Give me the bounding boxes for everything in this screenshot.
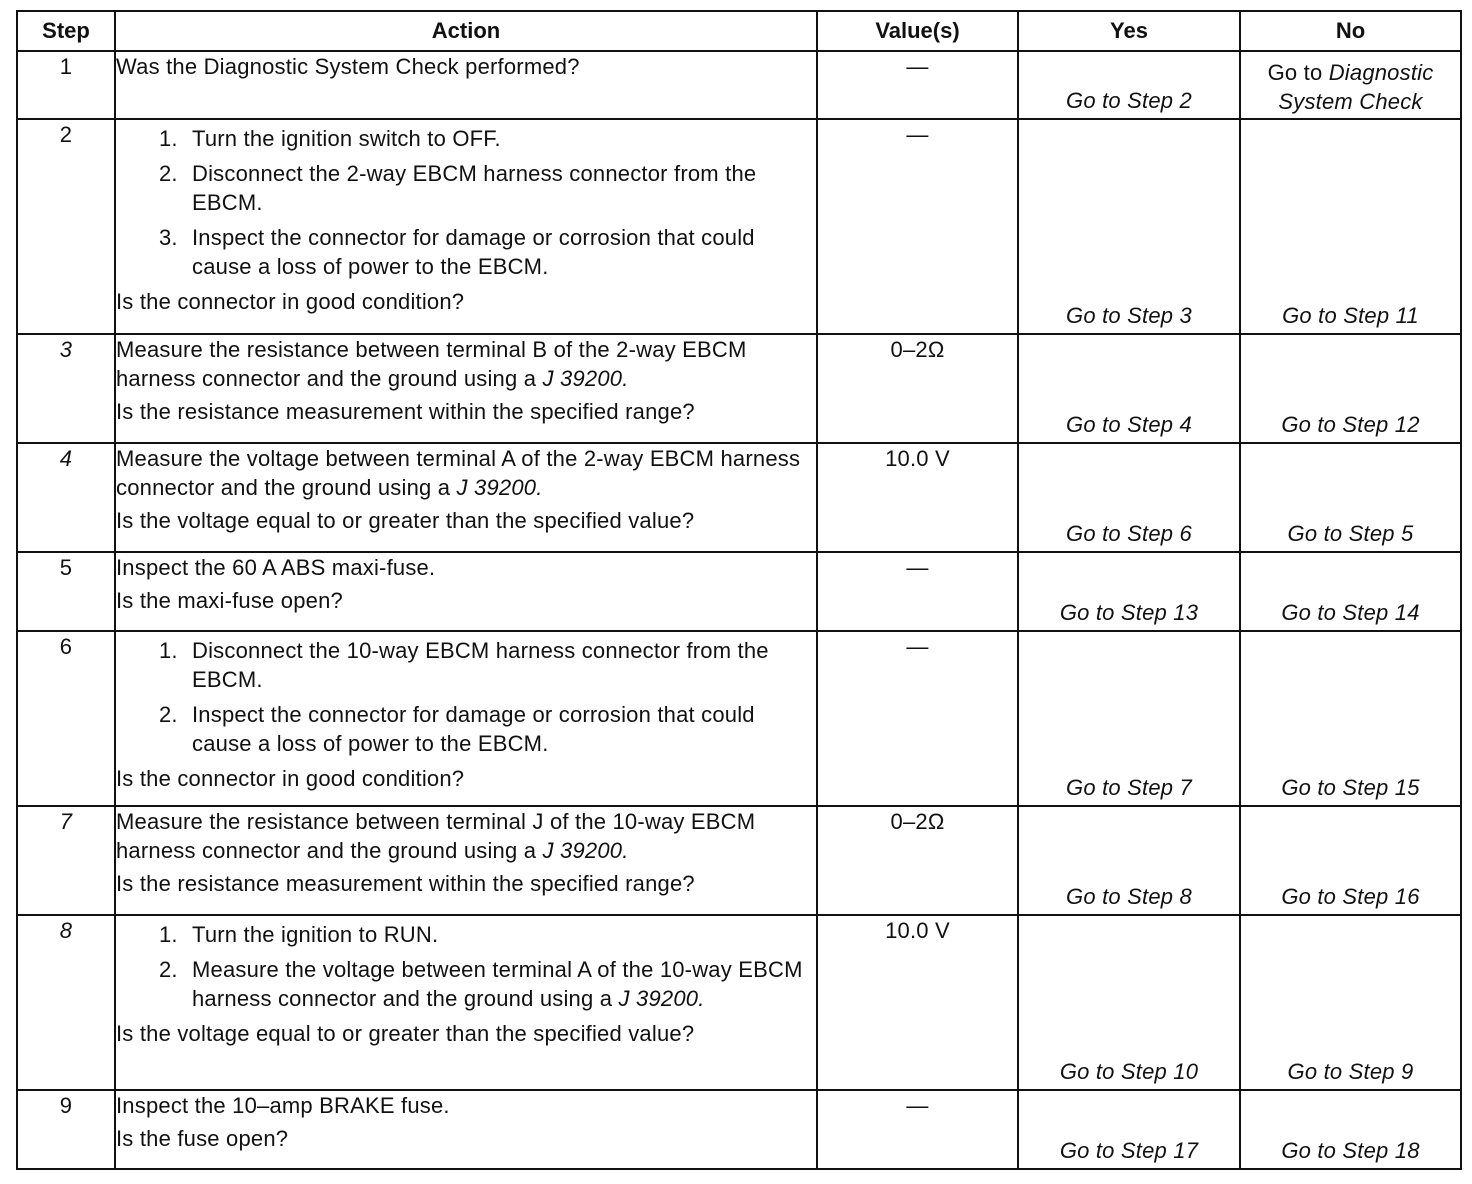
action-question: Is the voltage equal to or greater than the specified value?: [116, 508, 695, 533]
no-cell: [1240, 334, 1461, 443]
step-number: 7: [17, 806, 115, 915]
value-cell: —: [817, 1090, 1018, 1169]
yes-link[interactable]: Go to Step 3: [1066, 303, 1192, 328]
yes-cell: [1018, 631, 1240, 806]
yes-link[interactable]: Go to Step 13: [1059, 600, 1199, 625]
action-item: 1. Turn the ignition to RUN.: [184, 920, 816, 949]
action-question: Was the Diagnostic System Check performed?: [116, 54, 580, 79]
no-link[interactable]: Go to Step 18: [1281, 1138, 1420, 1163]
action-cell: [115, 806, 817, 915]
action-item: [184, 955, 816, 1013]
action-body: Measure the voltage between terminal A of the 2-way EBCM harness connector and the ground using a: [116, 446, 801, 500]
table-row: [17, 119, 1461, 334]
yes-cell: [1018, 552, 1240, 631]
yes-link[interactable]: Go to Step 8: [1066, 884, 1192, 909]
action-body: Measure the resistance between terminal J of the 10-way EBCM harness connector and the ground using a: [116, 809, 756, 863]
header-row: [17, 11, 1461, 51]
step-number: 8: [17, 915, 115, 1090]
action-text: [116, 335, 816, 393]
value-cell: —: [817, 119, 1018, 334]
step-number: 1: [17, 51, 115, 119]
header-step: Step: [17, 11, 115, 51]
no-cell: [1240, 631, 1461, 806]
value-cell: —: [817, 51, 1018, 119]
yes-cell: [1018, 1090, 1240, 1169]
action-question: Is the connector in good condition?: [116, 289, 465, 314]
table-row: [17, 51, 1461, 119]
action-question: Is the voltage equal to or greater than the specified value?: [116, 1021, 695, 1046]
step-number: 5: [17, 552, 115, 631]
action-cell: [115, 119, 817, 334]
step-number: 4: [17, 443, 115, 552]
no-link[interactable]: Go to Step 16: [1281, 884, 1420, 909]
value-cell: 0–2Ω: [817, 806, 1018, 915]
diagnostic-table: [16, 10, 1462, 1170]
action-item: 3. Inspect the connector for damage or corrosion that could cause a loss of power to the EBCM.: [184, 223, 816, 281]
no-link[interactable]: Go to Step 5: [1287, 521, 1414, 546]
no-cell: [1240, 51, 1461, 119]
tool-reference: J 39200.: [542, 838, 629, 863]
action-text: [116, 807, 816, 865]
action-cell: [115, 51, 817, 119]
yes-cell: [1018, 915, 1240, 1090]
header-yes: Yes: [1018, 11, 1240, 51]
table-row: [17, 631, 1461, 806]
action-text: Inspect the 60 A ABS maxi-fuse.: [116, 555, 436, 580]
yes-link[interactable]: Go to Step 4: [1066, 412, 1192, 437]
tool-reference: J 39200.: [618, 986, 705, 1011]
yes-cell: [1018, 119, 1240, 334]
yes-cell: [1018, 806, 1240, 915]
no-cell: [1240, 552, 1461, 631]
action-cell: [115, 1090, 817, 1169]
yes-link[interactable]: Go to Step 6: [1066, 521, 1192, 546]
no-link[interactable]: Go to Step 11: [1282, 303, 1419, 328]
table-row: [17, 806, 1461, 915]
yes-cell: [1018, 443, 1240, 552]
no-link[interactable]: Go to Step 14: [1281, 600, 1420, 625]
action-text: Inspect the 10–amp BRAKE fuse.: [116, 1093, 450, 1118]
no-prefix: Go to: [1267, 60, 1323, 85]
action-item: 2. Disconnect the 2-way EBCM harness connector from the EBCM.: [184, 159, 816, 217]
action-question: Is the maxi-fuse open?: [116, 588, 343, 613]
no-link[interactable]: Go to Step 9: [1287, 1059, 1414, 1084]
tool-reference: J 39200.: [542, 366, 629, 391]
table-row: [17, 915, 1461, 1090]
action-item-body: Measure the voltage between terminal A of the 10-way EBCM harness connector and the ground using a: [192, 957, 803, 1011]
yes-link[interactable]: Go to Step 10: [1059, 1059, 1199, 1084]
no-cell: [1240, 806, 1461, 915]
table-row: [17, 552, 1461, 631]
action-cell: [115, 631, 817, 806]
no-link[interactable]: Go to Step 12: [1281, 412, 1420, 437]
action-cell: [115, 334, 817, 443]
step-number: 9: [17, 1090, 115, 1169]
no-cell: [1240, 1090, 1461, 1169]
action-item: 1. Turn the ignition switch to OFF.: [184, 124, 816, 153]
action-question: Is the resistance measurement within the specified range?: [116, 399, 695, 424]
value-cell: 0–2Ω: [817, 334, 1018, 443]
header-no: No: [1240, 11, 1461, 51]
action-question: Is the connector in good condition?: [116, 766, 465, 791]
action-body: Measure the resistance between terminal B of the 2-way EBCM harness connector and the ground using a: [116, 337, 747, 391]
header-action: Action: [115, 11, 817, 51]
table-row: [17, 443, 1461, 552]
yes-cell: [1018, 51, 1240, 119]
no-cell: [1240, 443, 1461, 552]
no-cell: [1240, 915, 1461, 1090]
step-number: 2: [17, 119, 115, 334]
tool-reference: J 39200.: [456, 475, 543, 500]
yes-link[interactable]: Go to Step 17: [1059, 1138, 1199, 1163]
header-values: Value(s): [817, 11, 1018, 51]
action-item: 1. Disconnect the 10-way EBCM harness connector from the EBCM.: [184, 636, 816, 694]
action-question: Is the fuse open?: [116, 1126, 289, 1151]
yes-cell: [1018, 334, 1240, 443]
action-cell: [115, 552, 817, 631]
table-row: [17, 1090, 1461, 1169]
table-row: [17, 334, 1461, 443]
action-item: 2. Inspect the connector for damage or corrosion that could cause a loss of power to the EBCM.: [184, 700, 816, 758]
yes-link[interactable]: Go to Step 2: [1066, 88, 1192, 113]
action-text: [116, 444, 816, 502]
step-number: 3: [17, 334, 115, 443]
no-cell: [1240, 119, 1461, 334]
value-cell: 10.0 V: [817, 915, 1018, 1090]
yes-link[interactable]: Go to Step 7: [1066, 775, 1192, 800]
action-cell: [115, 915, 817, 1090]
value-cell: —: [817, 631, 1018, 806]
action-question: Is the resistance measurement within the specified range?: [116, 871, 695, 896]
no-link[interactable]: [1241, 52, 1460, 116]
no-link[interactable]: Go to Step 15: [1281, 775, 1420, 800]
no-link-target: Diagnostic System Check: [1278, 60, 1434, 114]
value-cell: —: [817, 552, 1018, 631]
value-cell: 10.0 V: [817, 443, 1018, 552]
action-cell: [115, 443, 817, 552]
step-number: 6: [17, 631, 115, 806]
